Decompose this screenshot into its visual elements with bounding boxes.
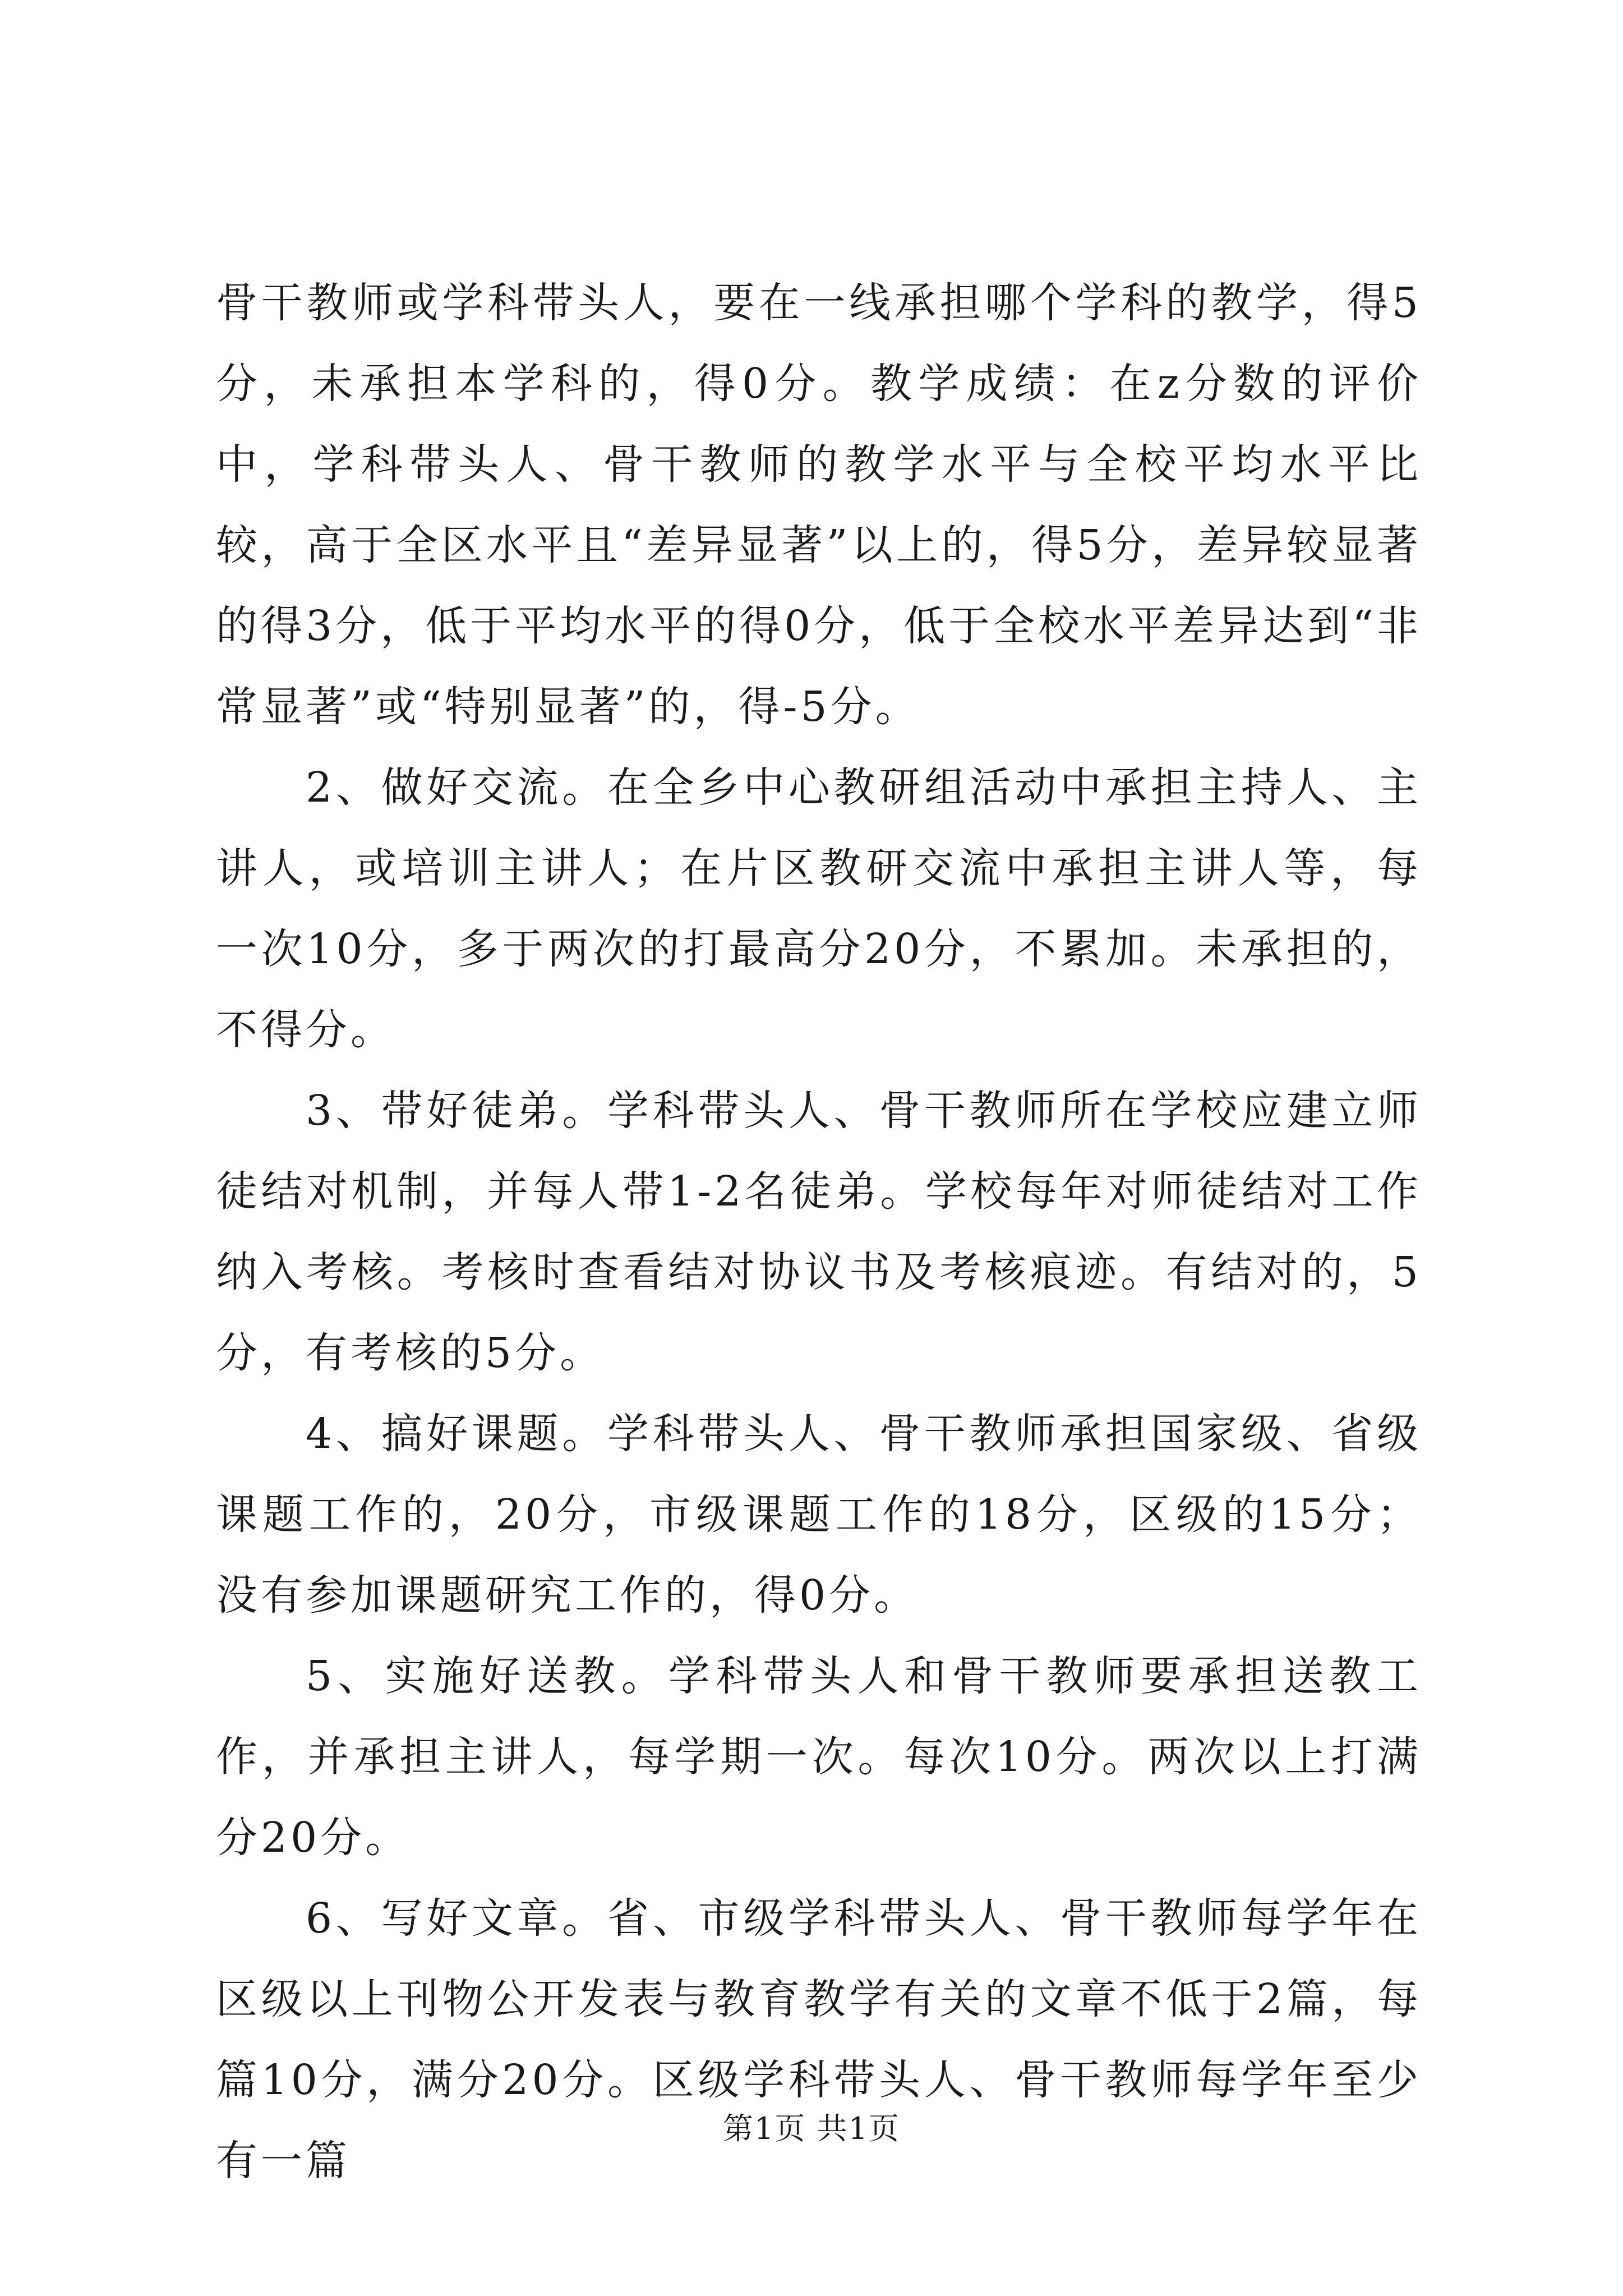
document-body <box>216 263 1422 2201</box>
paragraph-articles: 6、写好文章。省、市级学科带头人、骨干教师每学年在区级以上刊物公开发表与教育教学有关的文章不低于2篇，每篇10分，满分20分。区级学科带头人、骨干教师每学年至少有一篇 <box>216 1894 1422 2185</box>
paragraph-outreach-teaching: 5、实施好送教。学科带头人和骨干教师要承担送教工作，并承担主讲人，每学期一次。每次10分。两次以上打满分20分。 <box>216 1652 1422 1862</box>
paragraph-apprentice: 3、带好徒弟。学科带头人、骨干教师所在学校应建立师徒结对机制，并每人带1-2名徒弟。学校每年对师徒结对工作纳入考核。考核时查看结对协议书及考核痕迹。有结对的，5分，有考核的5分。 <box>216 1087 1422 1377</box>
paragraph-exchange: 2、做好交流。在全乡中心教研组活动中承担主持人、主讲人，或培训主讲人；在片区教研交流中承担主讲人等，每一次10分，多于两次的打最高分20分，不累加。未承担的，不得分。 <box>216 763 1422 1054</box>
paragraph-scoring-criteria: 骨干教师或学科带头人，要在一线承担哪个学科的教学，得5分，未承担本学科的，得0分。教学成绩：在z分数的评价中，学科带头人、骨干教师的教学水平与全校平均水平比较，高于全区水平且“差异显著”以上的，得5分，差异较显著的得3分，低于平均水平的得0分，低于全校水平差异达到“非常显著”或“特别显著”的，得-5分。 <box>216 279 1422 731</box>
paragraph-research-topics: 4、搞好课题。学科带头人、骨干教师承担国家级、省级课题工作的，20分，市级课题工作的18分，区级的15分；没有参加课题研究工作的，得0分。 <box>216 1410 1422 1619</box>
page-footer: 第1页 共1页 <box>723 2111 900 2146</box>
